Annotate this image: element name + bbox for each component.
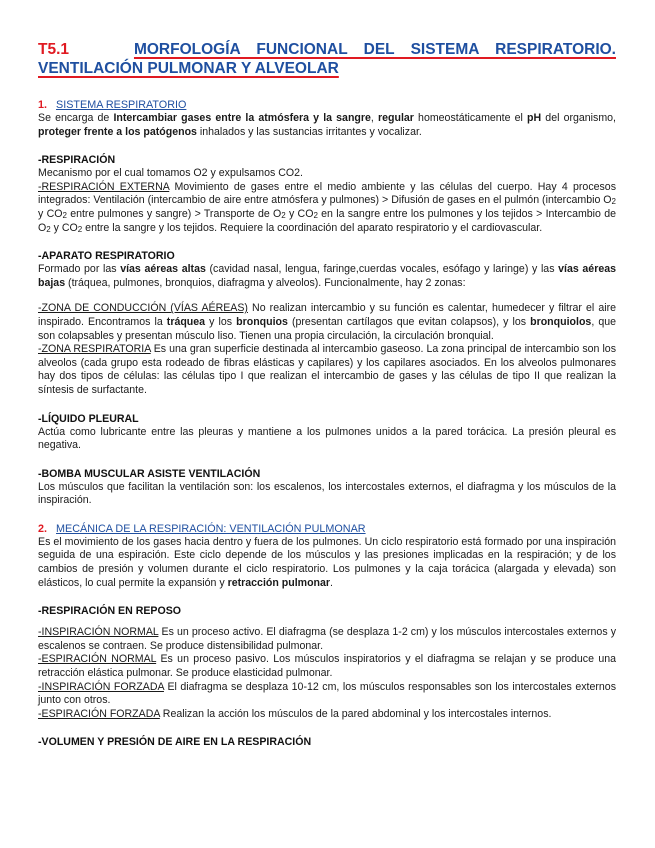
volumen-presion-heading: -VOLUMEN Y PRESIÓN DE AIRE EN LA RESPIRACIÓN <box>38 736 312 749</box>
espiracion-normal-paragraph: -ESPIRACIÓN NORMAL Es un proceso pasivo. Los músculos inspiratorios y el diafragma se relajan y se produce una retracción elástica pulmonar. Se produce elasticidad pulmonar. <box>38 653 616 680</box>
section-1-intro: Se encarga de Intercambiar gases entre la atmósfera y la sangre, regular homeostáticamente el pH del organismo, proteger frente a los patógenos inhalados y las sustancias irritantes y vocalizar. <box>38 112 616 138</box>
title-number: T5.1 <box>38 41 70 58</box>
aparato-paragraph: Formado por las vías aéreas altas (cavidad nasal, lengua, faringe,cuerdas vocales, esófago y laringe) y las vías aéreas bajas (tráquea, pulmones, bronquios, diafragma y alveolos). Funcionalmente, hay 2 zonas: <box>38 263 616 289</box>
section-1-heading <box>38 98 616 112</box>
inspiracion-normal-paragraph: -INSPIRACIÓN NORMAL Es un proceso activo. El diafragma (se desplaza 1-2 cm) y los músculos intercostales externos y escalenos se contraen. Se produce distensibilidad pulmonar. <box>38 626 617 652</box>
inspiracion-forzada-label: -INSPIRACIÓN FORZADA <box>38 680 164 693</box>
document-page <box>38 40 616 749</box>
zona-conduccion-label: -ZONA DE CONDUCCIÓN (VÍAS AÉREAS) <box>38 302 248 315</box>
bomba-muscular-heading: -BOMBA MUSCULAR ASISTE VENTILACIÓN <box>38 467 261 480</box>
reposo-heading: -RESPIRACIÓN EN REPOSO <box>38 605 182 618</box>
section-2 <box>38 522 616 750</box>
section-2-heading <box>38 522 616 536</box>
liquido-pleural-heading: -LÍQUIDO PLEURAL <box>38 412 139 425</box>
section-2-number: 2. <box>38 522 48 535</box>
zona-respiratoria-paragraph: -ZONA RESPIRATORIA Es una gran superficie destinada al intercambio gaseoso. La zona principal de intercambio son los alveolos (cada grupo esta rodeado de fibras elásticas y capilares) y los capilares asociados. En los alveolos pulmonares hay dos tipos de células: las células tipo I que realizan el intercambio de gases y las células de tipo II que realizan la síntesis de surfactante. <box>38 343 616 396</box>
zona-respiratoria-label: -ZONA RESPIRATORIA <box>38 343 151 356</box>
respiracion-line: Mecanismo por el cual tomamos O2 y expulsamos CO2. <box>38 167 303 180</box>
bomba-muscular-text: Los músculos que facilitan la ventilación son: los escalenos, los intercostales externos, el diafragma y los músculos de la inspiración. <box>38 480 616 507</box>
espiracion-forzada-label: -ESPIRACIÓN FORZADA <box>38 707 160 720</box>
espiracion-forzada-paragraph: -ESPIRACIÓN FORZADA Realizan la acción los músculos de la pared abdominal y los intercostales internos. <box>38 707 552 720</box>
section-1-number: 1. <box>38 99 48 111</box>
section-1 <box>38 98 616 508</box>
document-title <box>38 40 616 78</box>
section-1-title: SISTEMA RESPIRATORIO <box>56 99 187 111</box>
liquido-pleural-text: Actúa como lubricante entre las pleuras y mantiene a los pulmones unidos a la pared torácica. La presión pleural es negativa. <box>38 425 616 452</box>
title-text: MORFOLOGÍA FUNCIONAL DEL SISTEMA RESPIRATORIO. VENTILACIÓN PULMONAR Y ALVEOLAR <box>38 41 616 77</box>
aparato-heading: -APARATO RESPIRATORIO <box>38 250 175 263</box>
respiracion-externa-label: -RESPIRACIÓN EXTERNA <box>38 180 170 193</box>
section-2-intro: Es el movimiento de los gases hacia dentro y fuera de los pulmones. Un ciclo respiratorio está formado por una inspiración seguida de una espiración. Este ciclo depende de los músculos y las presiones implicadas en la respiración; y de los cambios de presión y volumen durante el ciclo respiratorio. Los pulmones y la caja torácica (alargada y elevada) son elásticos, lo cual permite la expansión y retracción pulmonar. <box>38 535 616 589</box>
section-2-title: MECÁNICA DE LA RESPIRACIÓN: VENTILACIÓN PULMONAR <box>56 522 366 535</box>
respiracion-heading: -RESPIRACIÓN <box>38 154 116 167</box>
inspiracion-normal-label: -INSPIRACIÓN NORMAL <box>38 626 159 639</box>
inspiracion-forzada-paragraph: -INSPIRACIÓN FORZADA El diafragma se desplaza 10-12 cm, los músculos responsables son los intercostales externos junto con otros. <box>38 680 616 707</box>
espiracion-normal-label: -ESPIRACIÓN NORMAL <box>38 653 157 666</box>
respiracion-externa-paragraph: -RESPIRACIÓN EXTERNA Movimiento de gases entre el medio ambiente y las células del cuerpo. Hay 4 procesos integrados: Ventilación (intercambio de aire entre atmósfera y pulmones) > Difusión de gases en el pulmón (intercambio $O_2$ y $CO_2$ entre pulmones y sangre) > Transporte de $O_2$ y $CO_2$ en la sangre entre los pulmones y los tejidos > Intercambio de $O_2$ y $CO_2$ entre la sangre y los tejidos. Requiere la coordinación del aparato respiratorio y el cardiovascular. <box>38 180 616 234</box>
zona-conduccion-paragraph: -ZONA DE CONDUCCIÓN (VÍAS AÉREAS) No realizan intercambio y su función es calentar, humedecer y filtrar el aire inspirado. Encontramos la tráquea y los bronquios (presentan cartílagos que evitan colapsos), y los bronquiolos, que son colapsables y presentan músculo liso. Tienen una propia circulación, la circulación bronquial. <box>38 302 616 342</box>
